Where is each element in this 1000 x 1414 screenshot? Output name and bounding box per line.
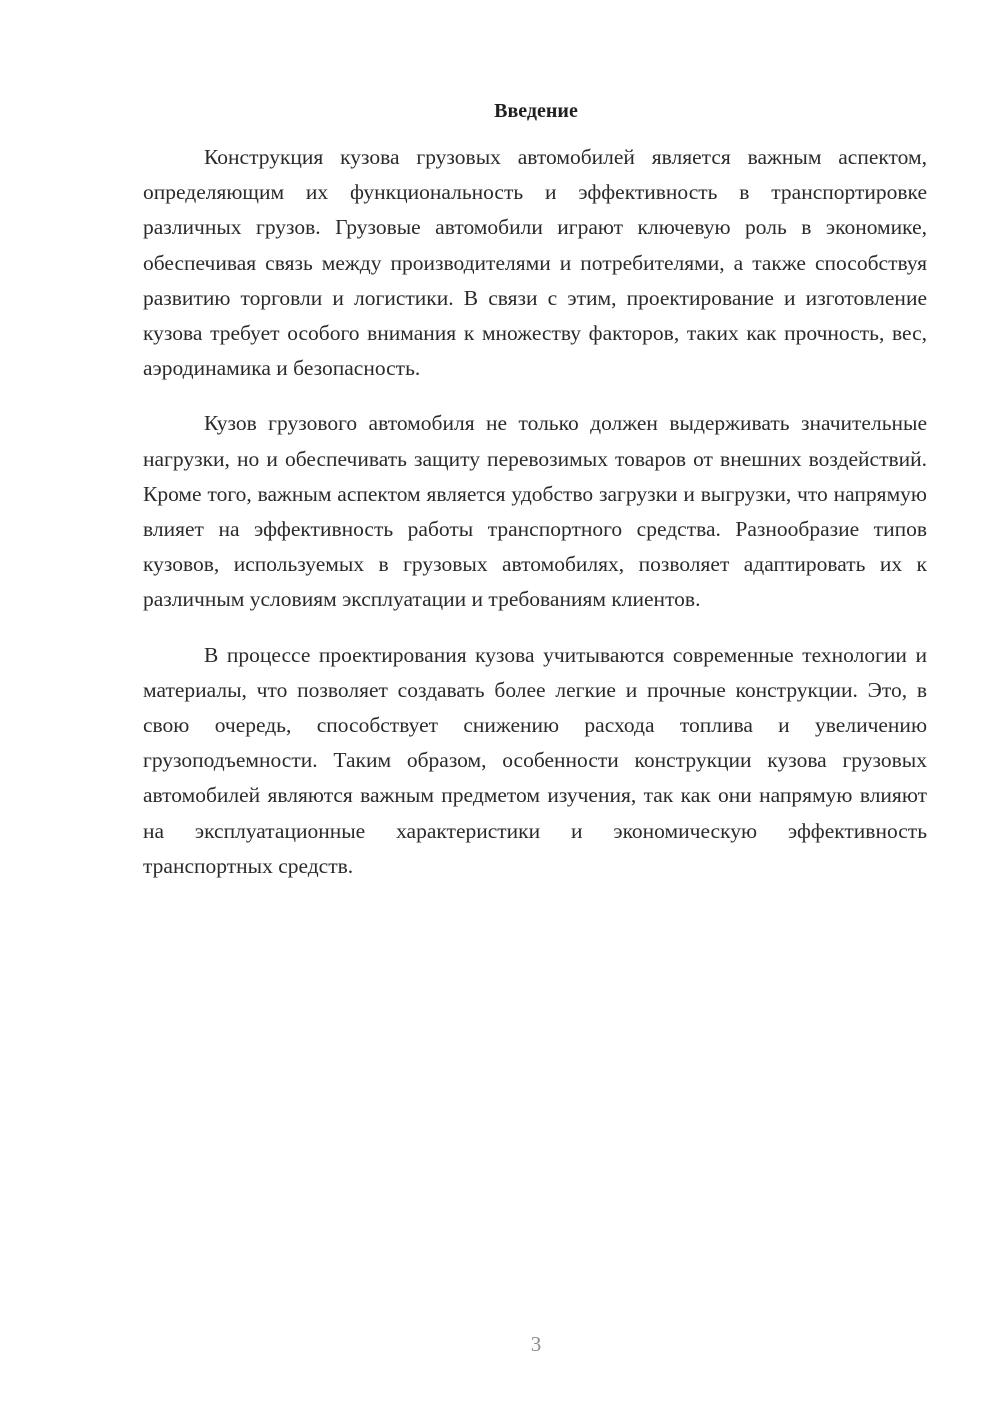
page-content: [143, 95, 927, 904]
paragraph-1: Конструкция кузова грузовых автомобилей является важным аспектом, определяющим их функциональность и эффективность в транспортировке различных грузов. Грузовые автомобили играют ключевую роль в экономике, обеспечивая связь между производителями и потребителями, а также способствуя развитию торговли и логистики. В связи с этим, проектирование и изготовление кузова требует особого внимания к множеству факторов, таких как прочность, вес, аэродинамика и безопасность.: [143, 145, 927, 381]
page-number: 3: [530, 1332, 542, 1356]
paragraph-2: Кузов грузового автомобиля не только должен выдерживать значительные нагрузки, но и обеспечивать защиту перевозимых товаров от внешних воздействий. Кроме того, важным аспектом является удобство загрузки и выгрузки, что напрямую влияет на эффективность работы транспортного средства. Разнообразие типов кузовов, используемых в грузовых автомобилях, позволяет адаптировать их к различным условиям эксплуатации и требованиям клиентов.: [143, 411, 927, 612]
paragraph-3: В процессе проектирования кузова учитываются современные технологии и материалы, что позволяет создавать более легкие и прочные конструкции. Это, в свою очередь, способствует снижению расхода топлива и увеличению грузоподъемности. Таким образом, особенности конструкции кузова грузовых автомобилей являются важным предметом изучения, так как они напрямую влияют на эксплуатационные характеристики и экономическую эффективность транспортных средств.: [143, 642, 927, 878]
section-heading: Введение: [494, 100, 578, 122]
